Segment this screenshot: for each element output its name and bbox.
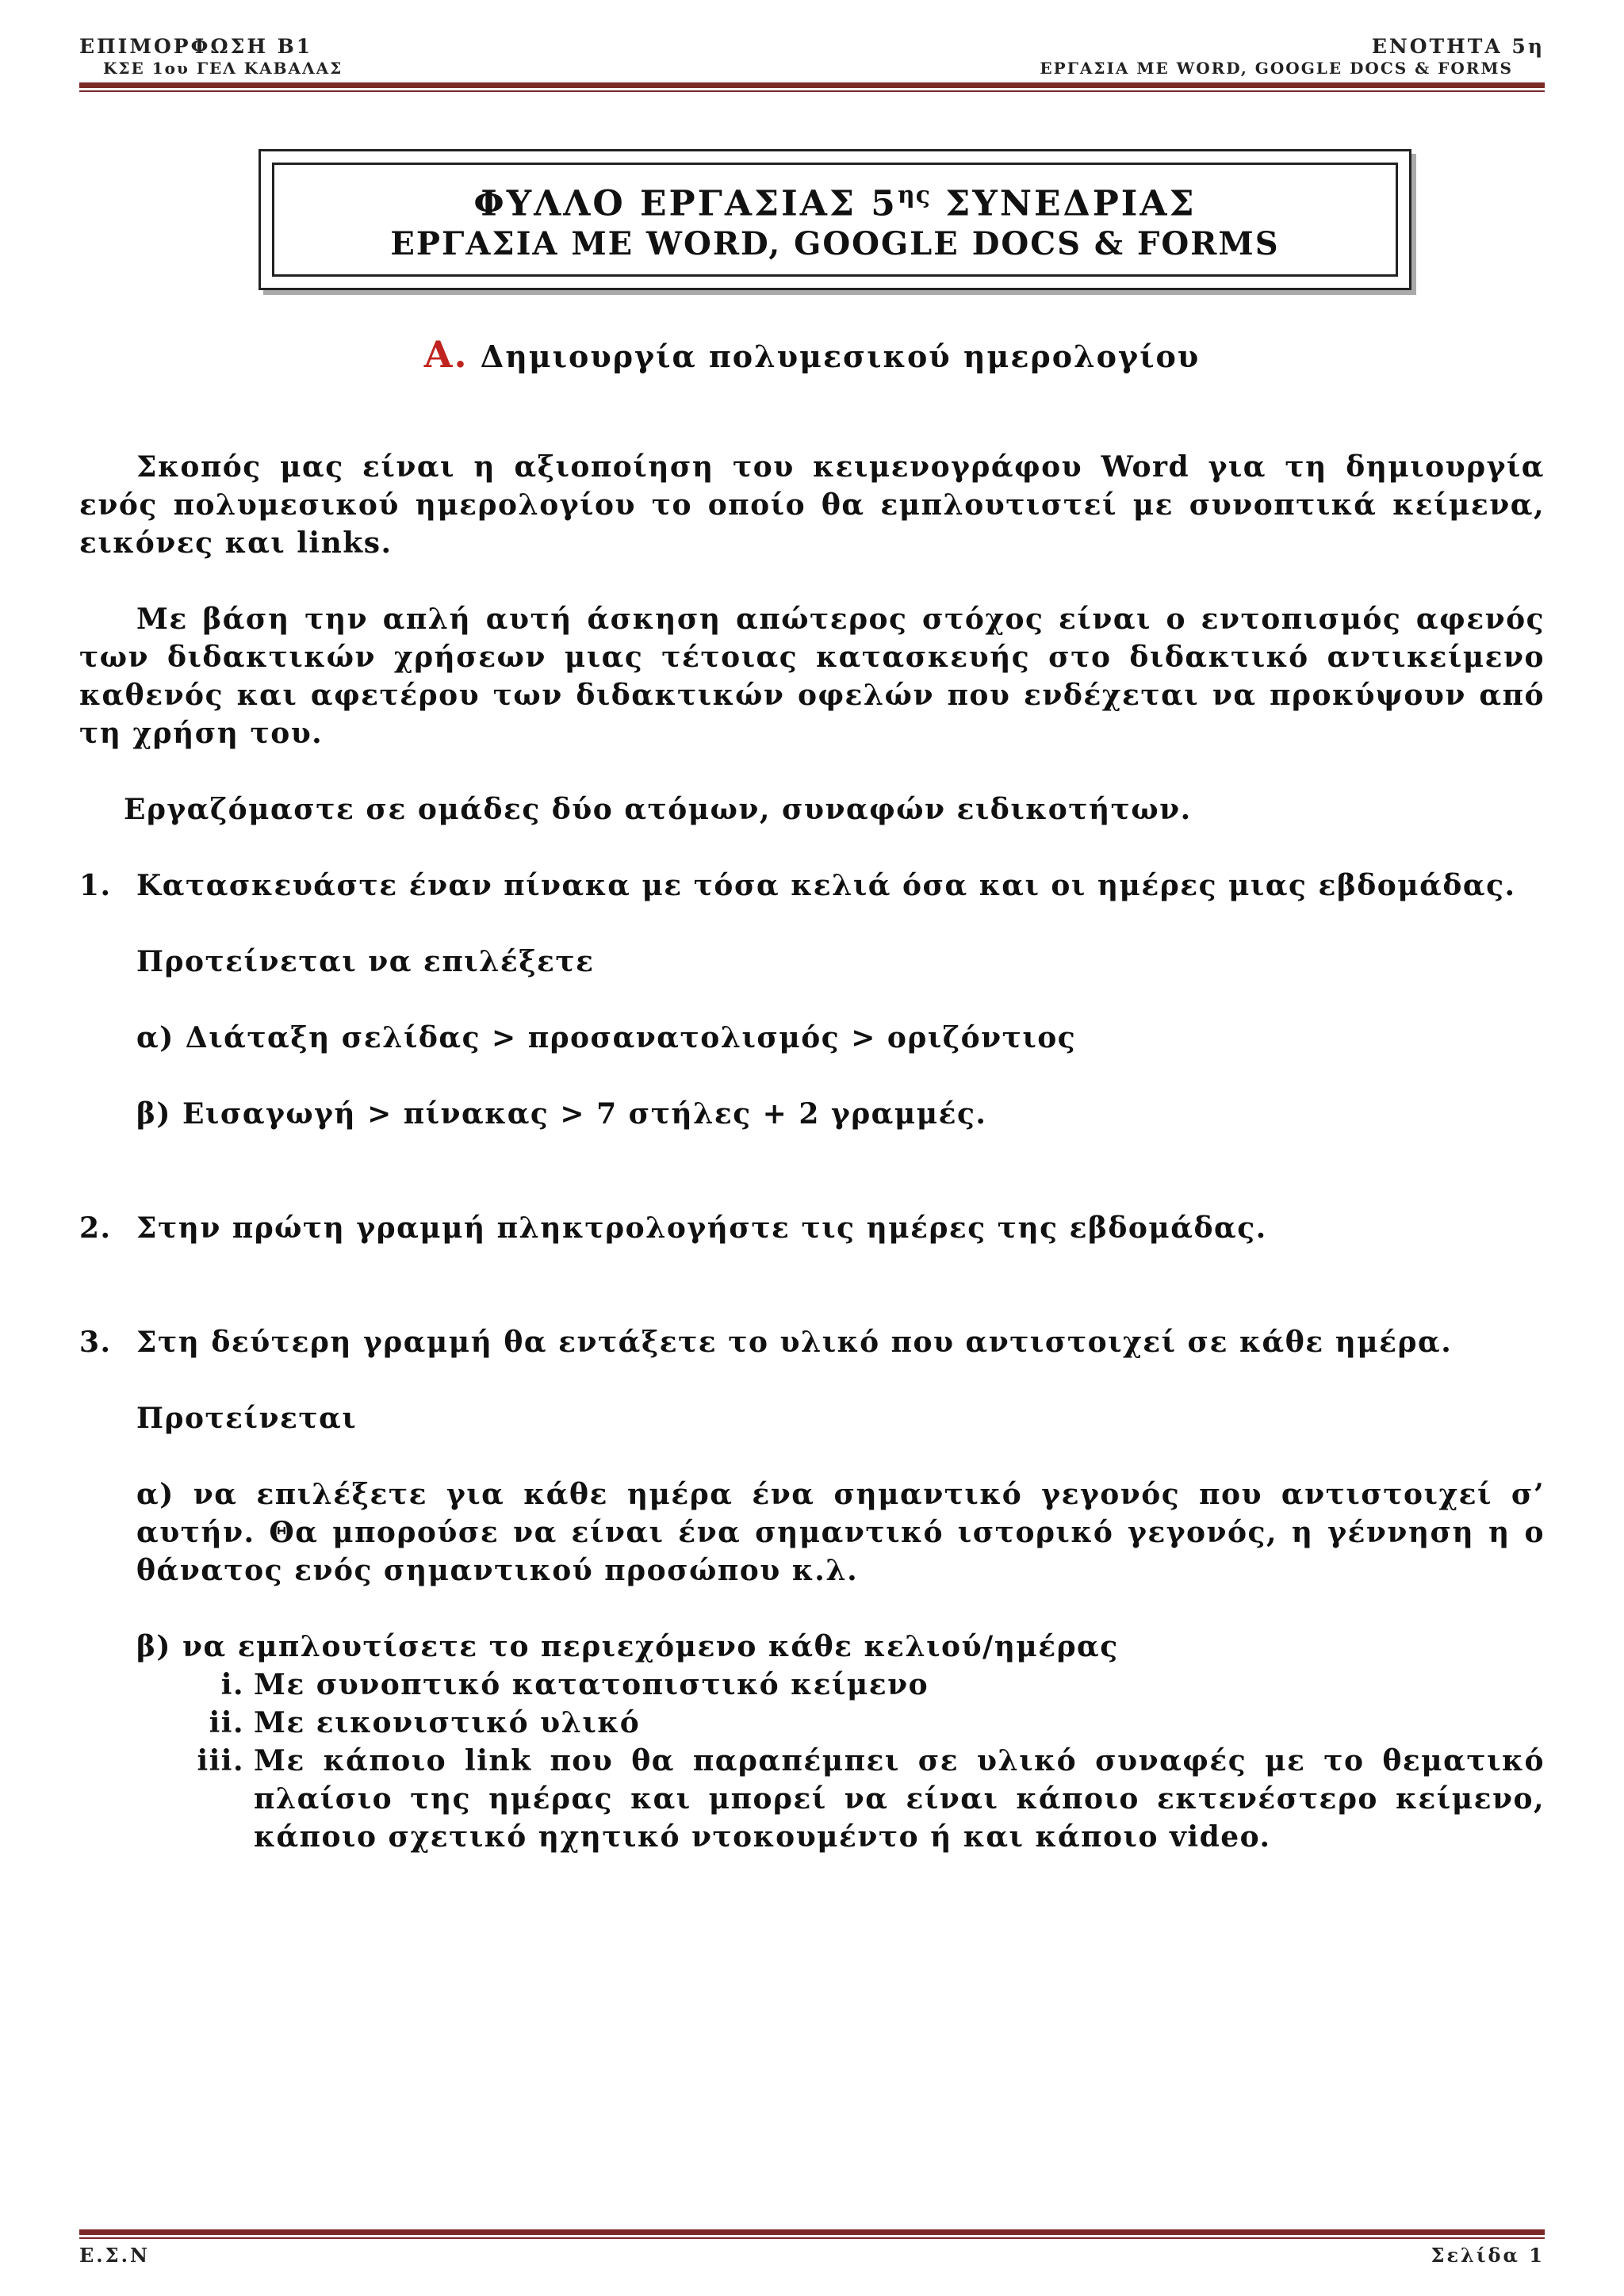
- section-heading: [0, 333, 1624, 376]
- list-item-2: [79, 1209, 1545, 1247]
- footer-rule: [79, 2229, 1545, 2235]
- paragraph-purpose: Σκοπός μας είναι η αξιοποίηση του κειμενογράφου Word για τη δημιουργία ενός πολυμεσικού ημερολογίου το οποίο θα εμπλουτιστεί με συνοπτικά κείμενα, εικόνες και links.: [79, 450, 1545, 560]
- footer-left: Ε.Σ.Ν: [79, 2244, 150, 2267]
- list-item-1: [79, 867, 1545, 905]
- title-box: [259, 149, 1411, 290]
- title-box-inner: [272, 163, 1398, 277]
- section-title: Δημιουργία πολυμεσικού ημερολογίου: [468, 339, 1201, 374]
- header-left-line2: ΚΣΕ 1ου ΓΕΛ ΚΑΒΑΛΑΣ: [103, 59, 343, 78]
- sublist-text: Με συνοπτικό κατατοπιστικό κείμενο: [254, 1668, 929, 1701]
- header-left-line1: ΕΠΙΜΟΡΦΩΣΗ Β1: [79, 35, 313, 58]
- sublist-item: [136, 1704, 1545, 1742]
- list-text: Κατασκευάστε έναν πίνακα με τόσα κελιά όσα και οι ημέρες μιας εβδομάδας.: [136, 869, 1516, 902]
- paragraph-teams: Εργαζόμαστε σε ομάδες δύο ατόμων, συναφών ειδικοτήτων.: [124, 793, 1192, 826]
- item3-intro: Προτείνεται: [136, 1402, 358, 1435]
- paragraph-goal: Με βάση την απλή αυτή άσκηση απώτερος στόχος είναι ο εντοπισμός αφενός των διδακτικών χρήσεων μιας τέτοιας κατασκευής στο διδακτικό αντικείμενο καθενός και αφετέρου των διδακτικών οφελών που ενδέχεται να προκύψουν από τη χρήση του.: [79, 603, 1545, 750]
- sublist-number: ii.: [209, 1706, 244, 1739]
- title-line1-post: ΣΥΝΕΔΡΙΑΣ: [930, 183, 1197, 224]
- page-header: [79, 35, 1545, 78]
- sublist-text: Με κάποιο link που θα παραπέμπει σε υλικό συναφές με το θεματικό πλαίσιο της ημέρας και μπορεί να είναι κάποιο εκτενέστερο κείμενο, κάποιο σχετικό ηχητικό ντοκουμέντο ή και κάποιο video.: [254, 1744, 1545, 1854]
- header-rule: [79, 82, 1545, 88]
- sublist-number: i.: [220, 1668, 244, 1701]
- item3-option-a: α) να επιλέξετε για κάθε ημέρα ένα σημαντικό γεγονός που αντιστοιχεί σ’ αυτήν. Θα μπορούσε να είναι ένα σημαντικό ιστορικό γεγονός, η γέννηση η ο θάνατος ενός σημαντικού προσώπου κ.λ.: [136, 1478, 1545, 1587]
- title-line1: [473, 175, 1196, 225]
- item1-option-a: α) Διάταξη σελίδας > προσανατολισμός > οριζόντιος: [136, 1021, 1077, 1054]
- sublist-number: iii.: [197, 1744, 244, 1777]
- list-number: 1.: [79, 869, 112, 902]
- sublist-text: Με εικονιστικό υλικό: [254, 1706, 641, 1739]
- list-text: Στη δεύτερη γραμμή θα εντάξετε το υλικό που αντιστοιχεί σε κάθε ημέρα.: [136, 1326, 1453, 1359]
- list-text: Στην πρώτη γραμμή πληκτρολογήστε τις ημέρες της εβδομάδας.: [136, 1211, 1267, 1245]
- header-rule-thin: [79, 90, 1545, 92]
- list-item-3: [79, 1323, 1545, 1361]
- title-line1-sup: ης: [897, 181, 931, 209]
- page-footer: [79, 2244, 1545, 2267]
- list-number: 2.: [79, 1211, 112, 1245]
- header-right-line2: ΕΡΓΑΣΙΑ ΜΕ WORD, GOOGLE DOCS & FORMS: [1040, 59, 1513, 78]
- document-body: [79, 448, 1545, 1856]
- item1-option-b: β) Εισαγωγή > πίνακας > 7 στήλες + 2 γραμμές.: [136, 1097, 987, 1131]
- item3-option-b: β) να εμπλουτίσετε το περιεχόμενο κάθε κελιού/ημέρας: [136, 1630, 1119, 1663]
- sublist-item: [136, 1666, 1545, 1704]
- title-line2: ΕΡΓΑΣΙΑ ΜΕ WORD, GOOGLE DOCS & FORMS: [390, 225, 1280, 263]
- footer-page-number: Σελίδα 1: [1431, 2244, 1545, 2267]
- title-line1-pre: ΦΥΛΛΟ ΕΡΓΑΣΙΑΣ 5: [473, 183, 898, 224]
- item1-intro: Προτείνεται να επιλέξετε: [136, 945, 595, 978]
- footer-rule-thin: [79, 2237, 1545, 2239]
- header-right-line1: ΕΝΟΤΗΤΑ 5η: [1371, 35, 1545, 58]
- list-number: 3.: [79, 1326, 112, 1359]
- section-letter: Α.: [423, 333, 469, 376]
- sublist-item: [136, 1742, 1545, 1856]
- item3-sublist: [136, 1666, 1545, 1856]
